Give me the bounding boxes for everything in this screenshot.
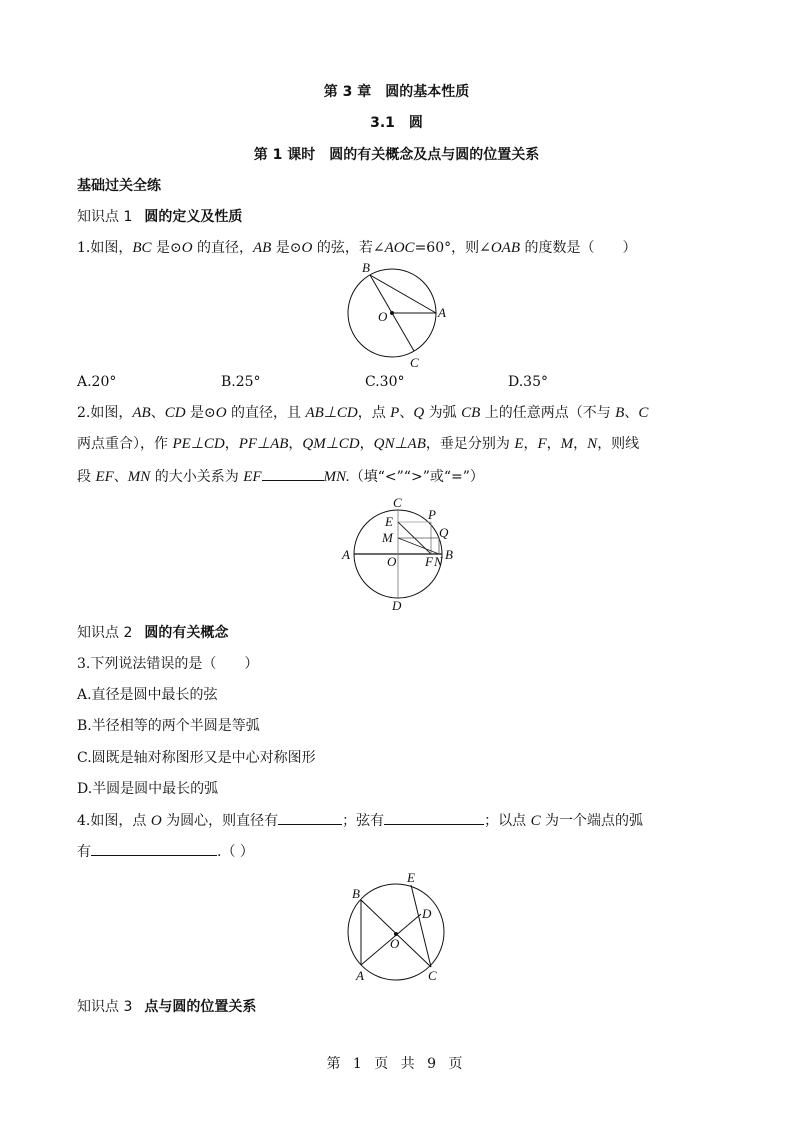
math-var: Q bbox=[413, 405, 425, 421]
text: ，点 bbox=[357, 405, 391, 421]
option-d[interactable]: D.35° bbox=[508, 374, 548, 390]
text: （填“<”“>”或“=”） bbox=[349, 469, 484, 485]
math-var: EF bbox=[243, 469, 262, 485]
center-point bbox=[390, 311, 394, 315]
question-4-figure bbox=[338, 868, 456, 986]
lesson-title: 第 1 课时 圆的有关概念及点与圆的位置关系 bbox=[253, 147, 540, 163]
text: ；弦有 bbox=[342, 813, 385, 829]
knowledge-point-number: 知识点 2 bbox=[77, 625, 133, 641]
math-var: MN bbox=[127, 469, 151, 485]
text: 段 bbox=[77, 469, 96, 485]
knowledge-point-1 bbox=[77, 207, 721, 227]
label-b: B bbox=[362, 260, 370, 275]
answer-blank-arc[interactable] bbox=[91, 841, 217, 856]
text: 的弦，若∠ bbox=[312, 240, 385, 256]
chapter-title: 第 3 章 圆的基本性质 bbox=[323, 84, 470, 100]
option-c[interactable]: C.30° bbox=[365, 374, 405, 390]
label-o: O bbox=[390, 936, 400, 951]
label-b: B bbox=[352, 886, 360, 901]
practice-title: 基础过关全练 bbox=[77, 178, 161, 194]
math-var: N bbox=[587, 436, 598, 452]
text: 为一个端点的弧 bbox=[540, 813, 644, 829]
label-a: A bbox=[356, 968, 364, 983]
text: 的直径， bbox=[192, 240, 254, 256]
label-p: P bbox=[428, 507, 436, 522]
math-var: P bbox=[390, 405, 400, 421]
math-var: PF⊥AB bbox=[238, 436, 289, 452]
question-1-stem bbox=[77, 238, 721, 258]
label-o: O bbox=[378, 309, 388, 324]
chord-ec bbox=[411, 885, 431, 967]
knowledge-point-title: 圆的定义及性质 bbox=[144, 209, 243, 225]
math-var: B bbox=[615, 405, 625, 421]
math-var: PE⊥CD bbox=[172, 436, 225, 452]
knowledge-point-title: 圆的有关概念 bbox=[144, 625, 229, 641]
math-var: O bbox=[150, 813, 162, 829]
text: 、 bbox=[624, 405, 639, 421]
segment-mn bbox=[398, 538, 439, 554]
text: 1.如图， bbox=[77, 240, 133, 256]
text: .（ ） bbox=[217, 844, 254, 860]
label-c: C bbox=[428, 968, 437, 983]
text: 上的任意两点（不与 bbox=[480, 405, 616, 421]
math-var: CB bbox=[461, 405, 481, 421]
question-3-stem: 3.下列说法错误的是（ ） bbox=[77, 656, 259, 672]
knowledge-point-3 bbox=[77, 997, 721, 1017]
text: 4.如图，点 bbox=[77, 813, 151, 829]
question-2-line-2 bbox=[77, 434, 721, 454]
page-footer: 第 1 页 共 9 页 bbox=[326, 1056, 467, 1072]
label-a: A bbox=[342, 547, 350, 562]
section-title: 3.1 圆 bbox=[370, 115, 423, 131]
math-var: O bbox=[301, 240, 313, 256]
math-var: C bbox=[530, 813, 541, 829]
text: ， bbox=[224, 436, 239, 452]
label-n: N bbox=[434, 554, 443, 569]
question-4-line-1 bbox=[77, 810, 721, 831]
knowledge-point-number: 知识点 1 bbox=[77, 209, 133, 225]
question-4-line-2 bbox=[77, 841, 721, 862]
text: 有 bbox=[77, 844, 91, 860]
answer-blank[interactable] bbox=[262, 466, 324, 481]
text: 为圆心，则直径有 bbox=[161, 813, 279, 829]
text: ，则线 bbox=[597, 436, 640, 452]
knowledge-point-number: 知识点 3 bbox=[77, 999, 133, 1015]
text: 的大小关系为 bbox=[150, 469, 244, 485]
option-a[interactable]: A.20° bbox=[77, 374, 117, 390]
text: 、 bbox=[150, 405, 165, 421]
label-d: D bbox=[422, 906, 432, 921]
text: ， bbox=[359, 436, 374, 452]
math-var: AB bbox=[253, 240, 272, 256]
text: 是⊙ bbox=[151, 240, 182, 256]
question-2-line-3 bbox=[77, 466, 721, 487]
math-var: C bbox=[638, 405, 649, 421]
label-e: E bbox=[385, 514, 393, 529]
text: 、 bbox=[113, 469, 128, 485]
text: ， bbox=[288, 436, 303, 452]
label-m: M bbox=[382, 530, 393, 545]
math-var: O bbox=[215, 405, 227, 421]
math-var: E bbox=[514, 436, 524, 452]
math-var: QN⊥AB bbox=[373, 436, 426, 452]
text: ， bbox=[573, 436, 588, 452]
math-var: MN. bbox=[323, 469, 350, 485]
math-var: M bbox=[560, 436, 574, 452]
text: 的直径，且 bbox=[226, 405, 306, 421]
option-c[interactable]: C.圆既是轴对称图形又是中心对称图形 bbox=[77, 750, 316, 766]
text: =60°，则∠ bbox=[414, 240, 491, 256]
math-var: F bbox=[537, 436, 547, 452]
math-var: OAB bbox=[490, 240, 521, 256]
label-o: O bbox=[387, 554, 397, 569]
text: 、 bbox=[399, 405, 414, 421]
label-c: C bbox=[410, 355, 419, 370]
option-d[interactable]: D.半圆是圆中最长的弧 bbox=[77, 781, 219, 797]
label-a: A bbox=[438, 305, 446, 320]
text: 2.如图， bbox=[77, 405, 133, 421]
knowledge-point-2 bbox=[77, 623, 721, 643]
answer-blank-diameter[interactable] bbox=[278, 810, 342, 825]
math-var: AOC bbox=[384, 240, 415, 256]
math-var: O bbox=[181, 240, 193, 256]
label-b: B bbox=[445, 547, 453, 562]
text: ，垂足分别为 bbox=[425, 436, 515, 452]
text: 两点重合），作 bbox=[77, 436, 173, 452]
math-var: BC bbox=[132, 240, 152, 256]
label-d: D bbox=[392, 598, 402, 613]
text: ， bbox=[546, 436, 561, 452]
math-var: EF bbox=[95, 469, 114, 485]
question-2-figure bbox=[335, 492, 465, 614]
question-1-figure bbox=[335, 258, 465, 370]
math-var: AB bbox=[132, 405, 151, 421]
option-a[interactable]: A.直径是圆中最长的弦 bbox=[77, 687, 218, 703]
text: ；以点 bbox=[484, 813, 531, 829]
text: ， bbox=[523, 436, 538, 452]
label-e: E bbox=[407, 870, 415, 885]
answer-blank-chord[interactable] bbox=[384, 810, 484, 825]
math-var: CD bbox=[164, 405, 186, 421]
knowledge-point-title: 点与圆的位置关系 bbox=[144, 999, 257, 1015]
text: 是⊙ bbox=[185, 405, 216, 421]
math-var: AB⊥CD bbox=[305, 405, 358, 421]
chord-ab bbox=[370, 275, 436, 313]
math-var: QM⊥CD bbox=[302, 436, 360, 452]
text: 为弧 bbox=[424, 405, 462, 421]
text: 的度数是（ ） bbox=[520, 240, 637, 256]
label-c: C bbox=[393, 495, 402, 510]
label-q: Q bbox=[439, 525, 449, 540]
option-b[interactable]: B.半径相等的两个半圆是等弧 bbox=[77, 718, 260, 734]
question-2-line-1 bbox=[77, 403, 721, 423]
label-f: F bbox=[425, 554, 433, 569]
option-b[interactable]: B.25° bbox=[221, 374, 261, 390]
text: 是⊙ bbox=[271, 240, 302, 256]
